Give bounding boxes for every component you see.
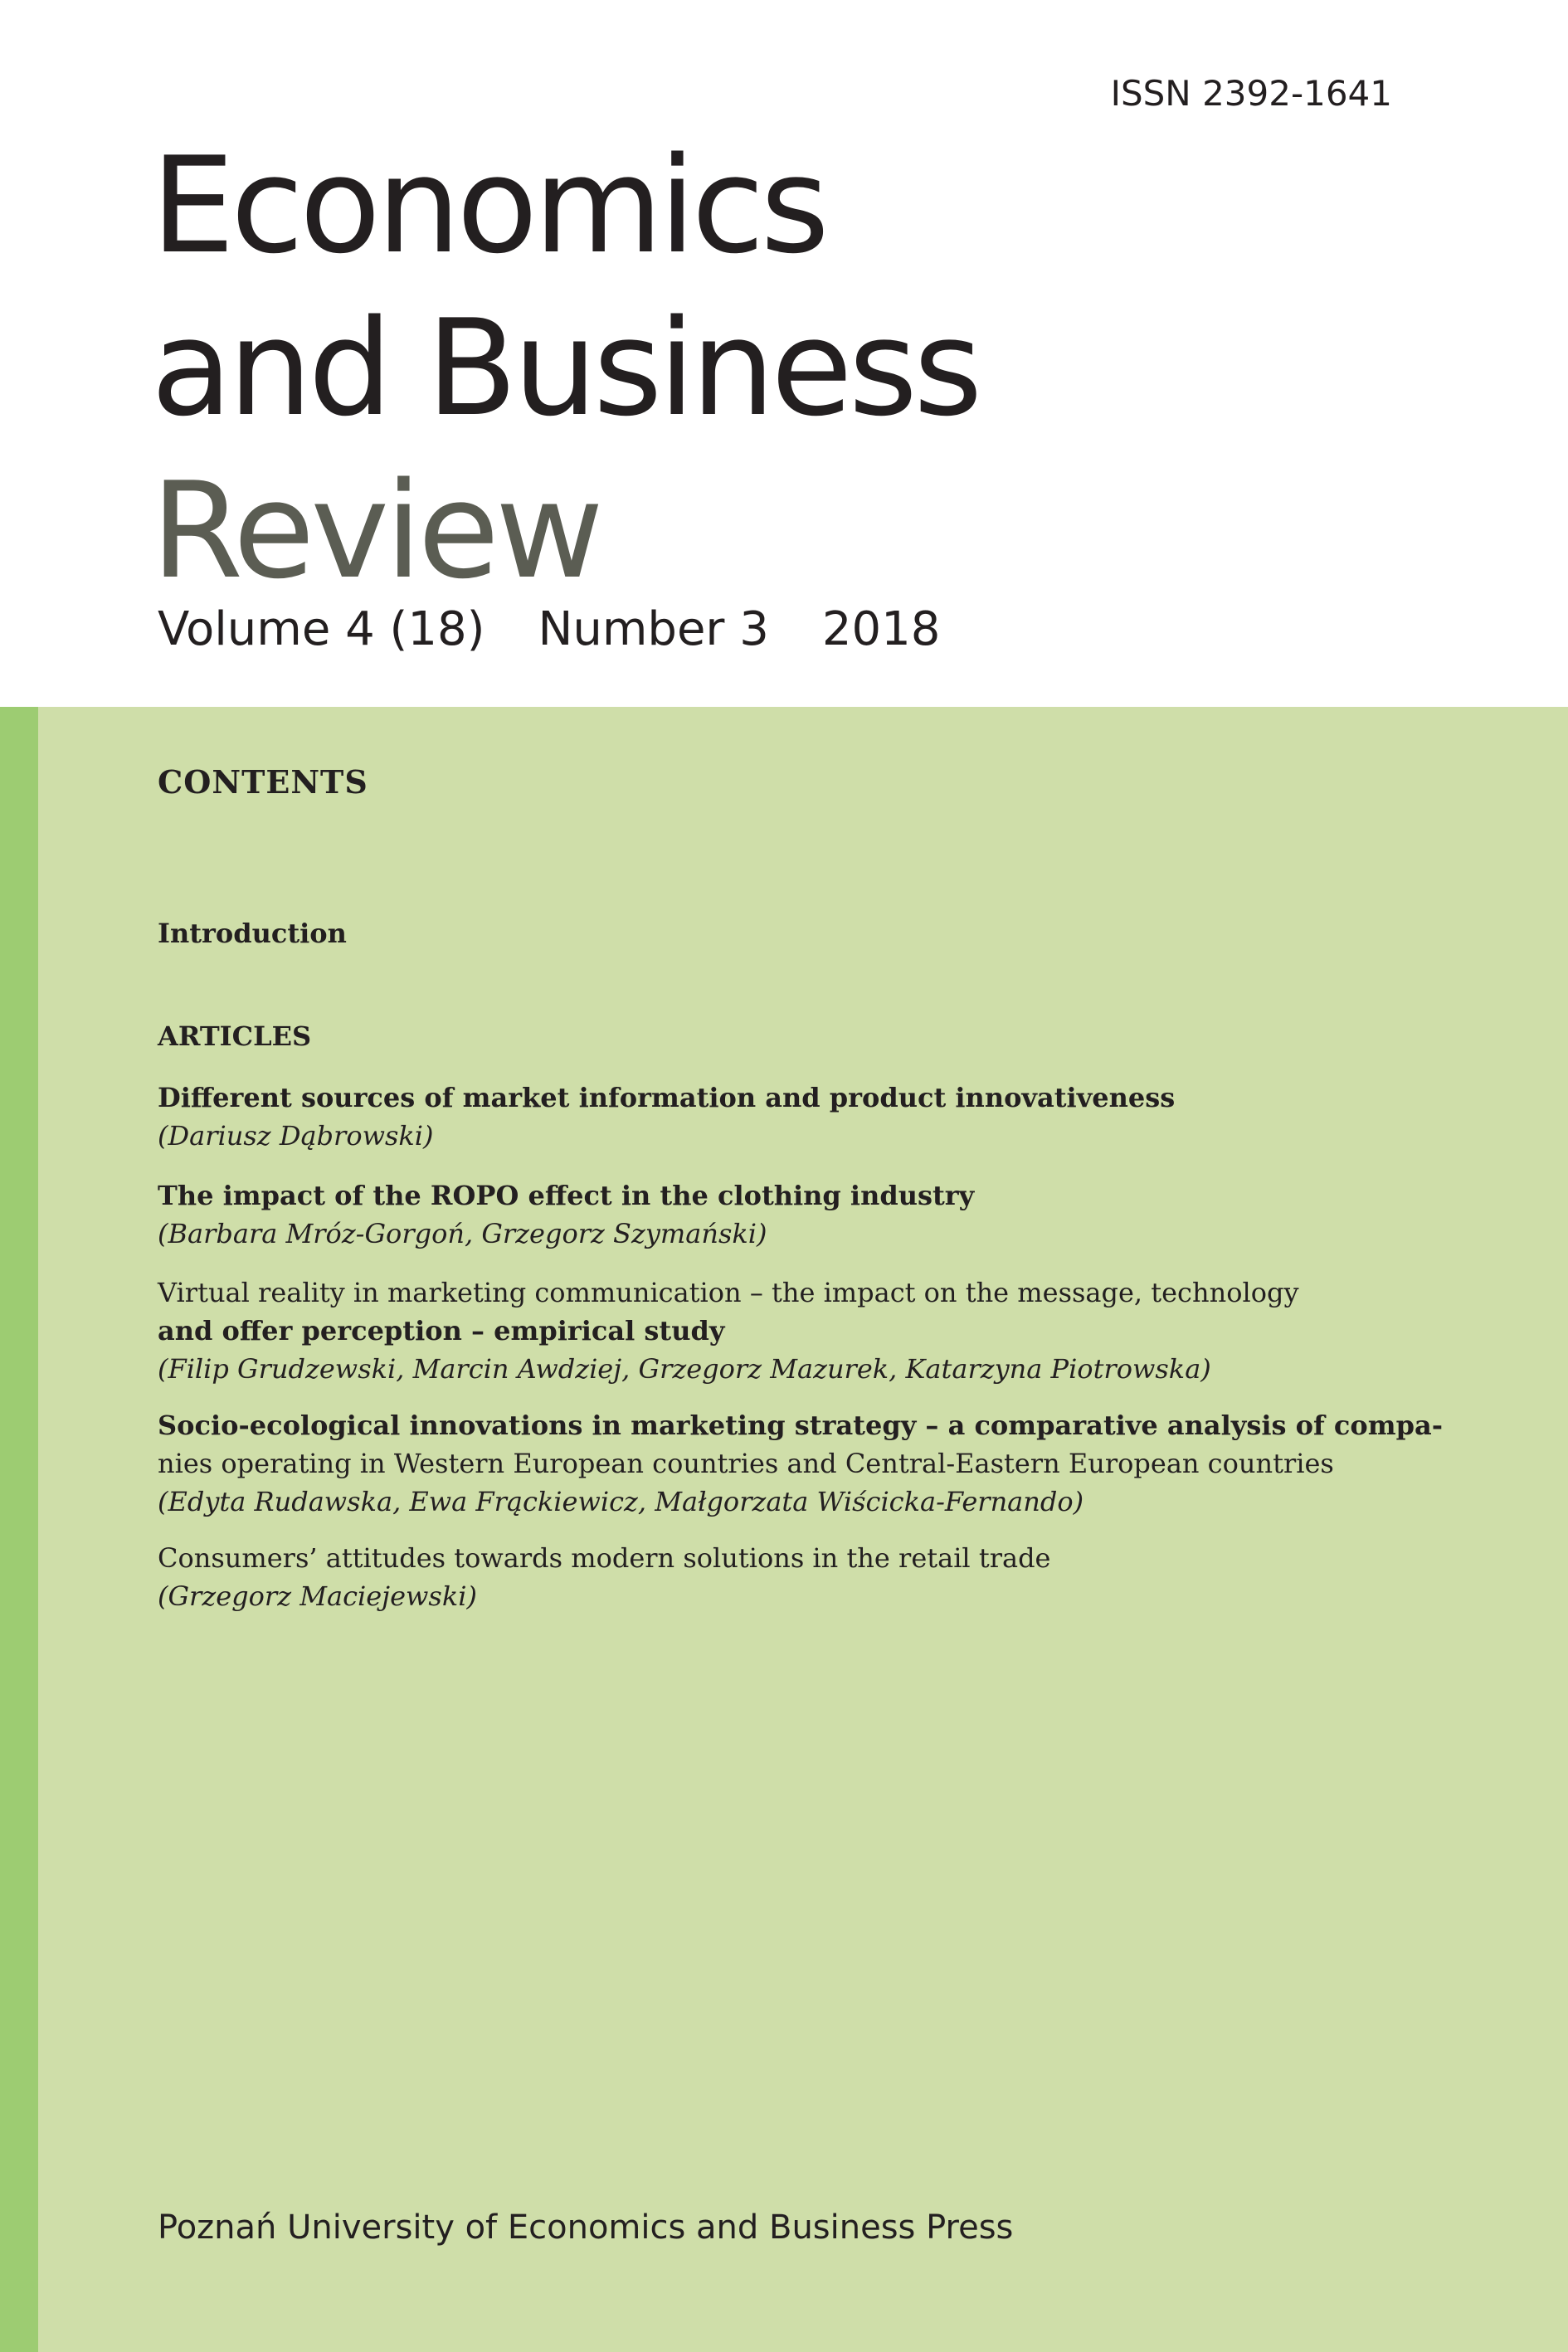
article-title-line-2: nies operating in Western European countries and Central-Eastern European countries: [158, 1448, 1334, 1479]
accent-stripe: [0, 707, 38, 2352]
article-authors: (Barbara Mróz-Gorgoń, Grzegorz Szymański): [158, 1218, 767, 1249]
introduction-entry: Introduction: [158, 918, 347, 949]
article-authors: (Grzegorz Maciejewski): [158, 1580, 477, 1612]
article-title: The impact of the ROPO effect in the clothing industry: [158, 1180, 975, 1211]
number-label: Number 3: [538, 602, 769, 656]
journal-title: [151, 124, 1312, 612]
title-line-review: Review: [151, 453, 600, 608]
article-title: Consumers’ attitudes towards modern solutions in the retail trade: [158, 1542, 1051, 1574]
article-entry: [158, 1273, 1452, 1388]
article-title: Different sources of market information and product innovativeness: [158, 1082, 1176, 1113]
issue-info: [158, 602, 940, 656]
article-entry: [158, 1539, 1452, 1615]
article-title-line-1: Socio-ecological innovations in marketing strategy – a comparative analysis of compa-: [158, 1410, 1443, 1441]
article-authors: (Edyta Rudawska, Ewa Frąckiewicz, Małgorzata Wiścicka-Fernando): [158, 1486, 1084, 1517]
year-label: 2018: [821, 602, 941, 656]
issn-number: ISSN 2392-1641: [1110, 73, 1392, 114]
title-line-and-business: and Business: [151, 290, 979, 446]
publisher-name: Poznań University of Economics and Business Press: [158, 2208, 1014, 2247]
article-authors: (Filip Grudzewski, Marcin Awdziej, Grzegorz Mazurek, Katarzyna Piotrowska): [158, 1353, 1211, 1385]
article-entry: [158, 1406, 1452, 1521]
article-entry: [158, 1079, 1452, 1155]
articles-heading: ARTICLES: [158, 1020, 312, 1052]
contents-panel: [0, 707, 1568, 2352]
contents-heading: CONTENTS: [158, 763, 368, 801]
volume-label: Volume 4 (18): [158, 602, 485, 656]
article-entry: [158, 1176, 1452, 1253]
title-line-economics: Economics: [151, 128, 825, 283]
article-authors: (Dariusz Dąbrowski): [158, 1120, 434, 1152]
article-title-line-2: and offer perception – empirical study: [158, 1315, 725, 1346]
article-title-line-1: Virtual reality in marketing communication – the impact on the message, technology: [158, 1277, 1299, 1308]
